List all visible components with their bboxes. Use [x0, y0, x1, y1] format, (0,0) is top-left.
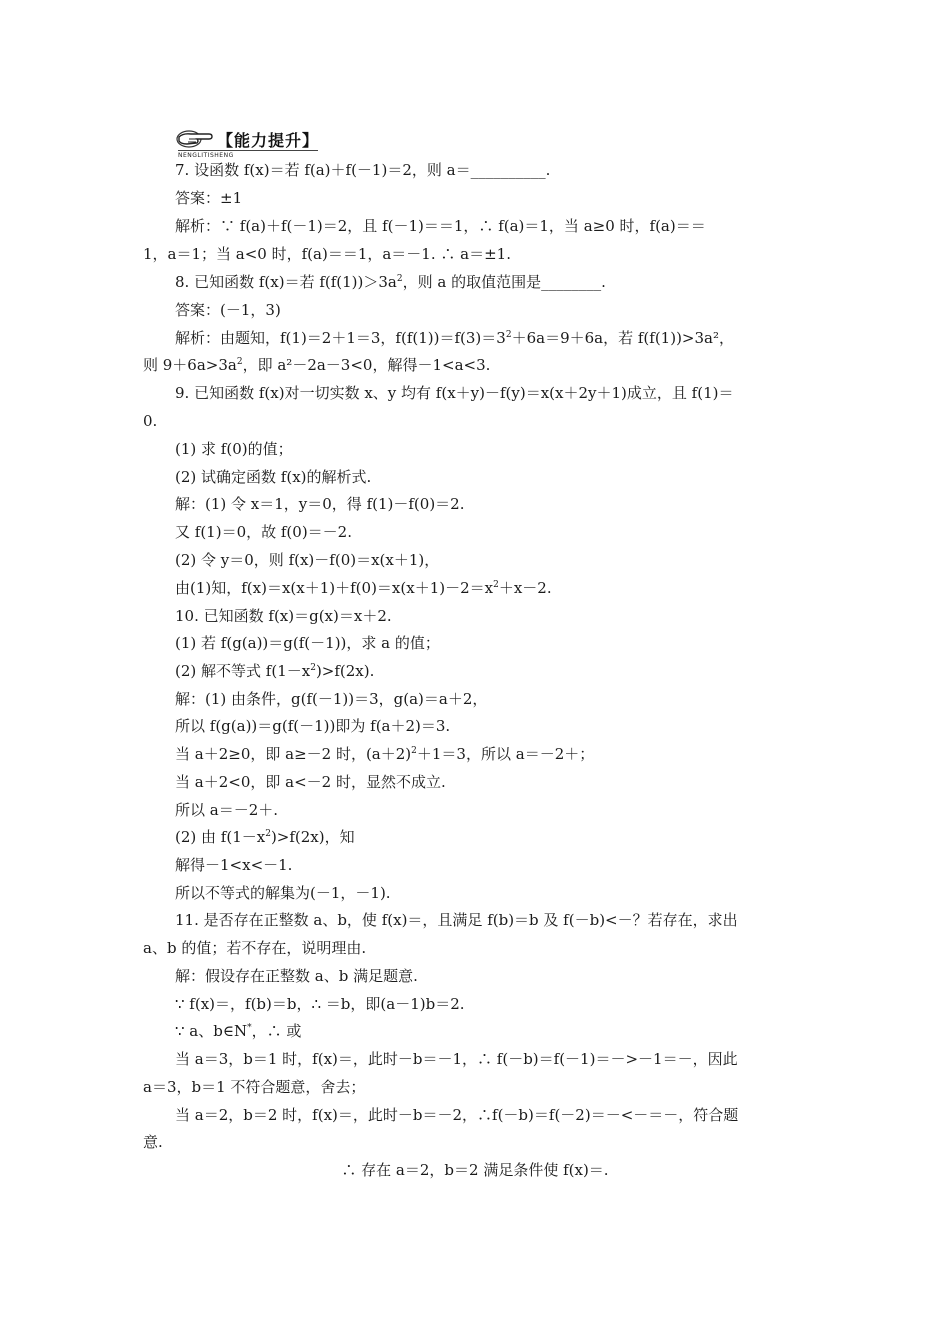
text-line: (2) 由 $f(1-x^2)>f(2x)$，知 [175, 828, 355, 846]
text-line: 当 a＝3，b＝1 时，f(x)＝，此时－b＝－1，∴ f(－b)＝f(－1)＝－>－1＝－，因此 [175, 1050, 738, 1068]
text-line: 8. 已知函数 f(x)＝若 $f(f(1))>3a^2$，则 a 的取值范围是________. [175, 273, 606, 291]
text-line: ∵ a、b∈N*，∴ 或 [175, 1022, 302, 1040]
text-line: ∴ 存在 a＝2，b＝2 满足条件使 f(x)＝. [341, 1161, 609, 1179]
text-line: 则 $9+6a>3a^2$，即 a²－2a－3<0，解得－1<a<3. [143, 356, 491, 374]
text-line: 所以 f(g(a))＝g(f(－1))即为 f(a＋2)＝3. [175, 717, 451, 735]
text-line: 解：假设存在正整数 a、b 满足题意. [175, 967, 418, 985]
text-line: 解：(1) 由条件，g(f(－1))＝3，g(a)＝a＋2， [175, 690, 488, 708]
text-line: 10. 已知函数 f(x)＝g(x)＝x＋2. [175, 607, 392, 625]
text-line: 当 a＋2≥0，即 a≥－2 时，$(a+2)^2+1=3$，所以 a＝－2＋； [175, 745, 595, 763]
section-header [175, 126, 319, 152]
text-line: 当 a＝2，b＝2 时，f(x)＝，此时－b＝－2，∴f(－b)＝f(－2)＝－<－＝－，符合题 [175, 1106, 739, 1124]
text-line: 意. [143, 1133, 163, 1151]
text-line: 解析：由题知，f(1)＝2＋1＝3，$f(f(1))=f(3)=3^2+6a=9+6a$，若 f(f(1))>3a²， [175, 329, 734, 347]
text-line: 0. [143, 412, 158, 430]
text-line: (2) 解不等式 $f(1-x^2)>f(2x)$. [175, 662, 375, 680]
text-line: 1，a＝1；当 a<0 时，f(a)＝＝1，a＝－1. ∴ a＝±1. [143, 245, 511, 263]
text-line: 解得－1<x<－1. [175, 856, 293, 874]
text-line: 9. 已知函数 f(x)对一切实数 x、y 均有 f(x＋y)－f(y)＝x(x＋2y＋1)成立，且 f(1)＝ [175, 384, 734, 402]
header-rule [178, 150, 318, 151]
text-line: a＝3，b＝1 不符合题意，舍去； [143, 1078, 366, 1096]
text-line: a、b 的值；若不存在，说明理由. [143, 939, 367, 957]
text-line: (1) 求 f(0)的值； [175, 440, 293, 458]
text-line: 7. 设函数 f(x)＝若 f(a)＋f(－1)＝2，则 a＝__________. [175, 161, 551, 179]
text-line: (2) 令 y＝0，则 f(x)－f(0)＝x(x＋1)， [175, 551, 440, 569]
text-line: 解析：∵ f(a)＋f(－1)＝2，且 f(－1)＝＝1，∴ f(a)＝1，当 a≥0 时，f(a)＝＝ [175, 217, 706, 235]
text-line: 又 f(1)＝0，故 f(0)＝－2. [175, 523, 352, 541]
pointing-hand-icon [175, 128, 215, 150]
text-line: 解：(1) 令 x＝1，y＝0，得 f(1)－f(0)＝2. [175, 495, 465, 513]
text-line: 当 a＋2<0，即 a<－2 时，显然不成立. [175, 773, 446, 791]
text-line: 由(1)知，$f(x)=x(x+1)+f(0)=x(x+1)-2=x^2+x-2$. [175, 579, 552, 597]
text-line: 所以不等式的解集为(－1，－1). [175, 884, 391, 902]
section-title: 【能力提升】 [217, 130, 320, 150]
text-line: 所以 a＝－2＋. [175, 801, 279, 819]
text-line: 11. 是否存在正整数 a、b，使 f(x)＝，且满足 f(b)＝b 及 f(－b)<－？若存在，求出 [175, 911, 738, 929]
text-line: 答案：±1 [175, 189, 243, 207]
text-line: ∵ f(x)＝，f(b)＝b，∴ ＝b，即(a－1)b＝2. [175, 995, 465, 1013]
text-line: 答案：(－1，3) [175, 301, 281, 319]
text-line: (2) 试确定函数 f(x)的解析式. [175, 468, 372, 486]
text-line: (1) 若 f(g(a))＝g(f(－1))，求 a 的值； [175, 634, 440, 652]
section-subtitle: NENGLITISHENG [178, 152, 234, 159]
